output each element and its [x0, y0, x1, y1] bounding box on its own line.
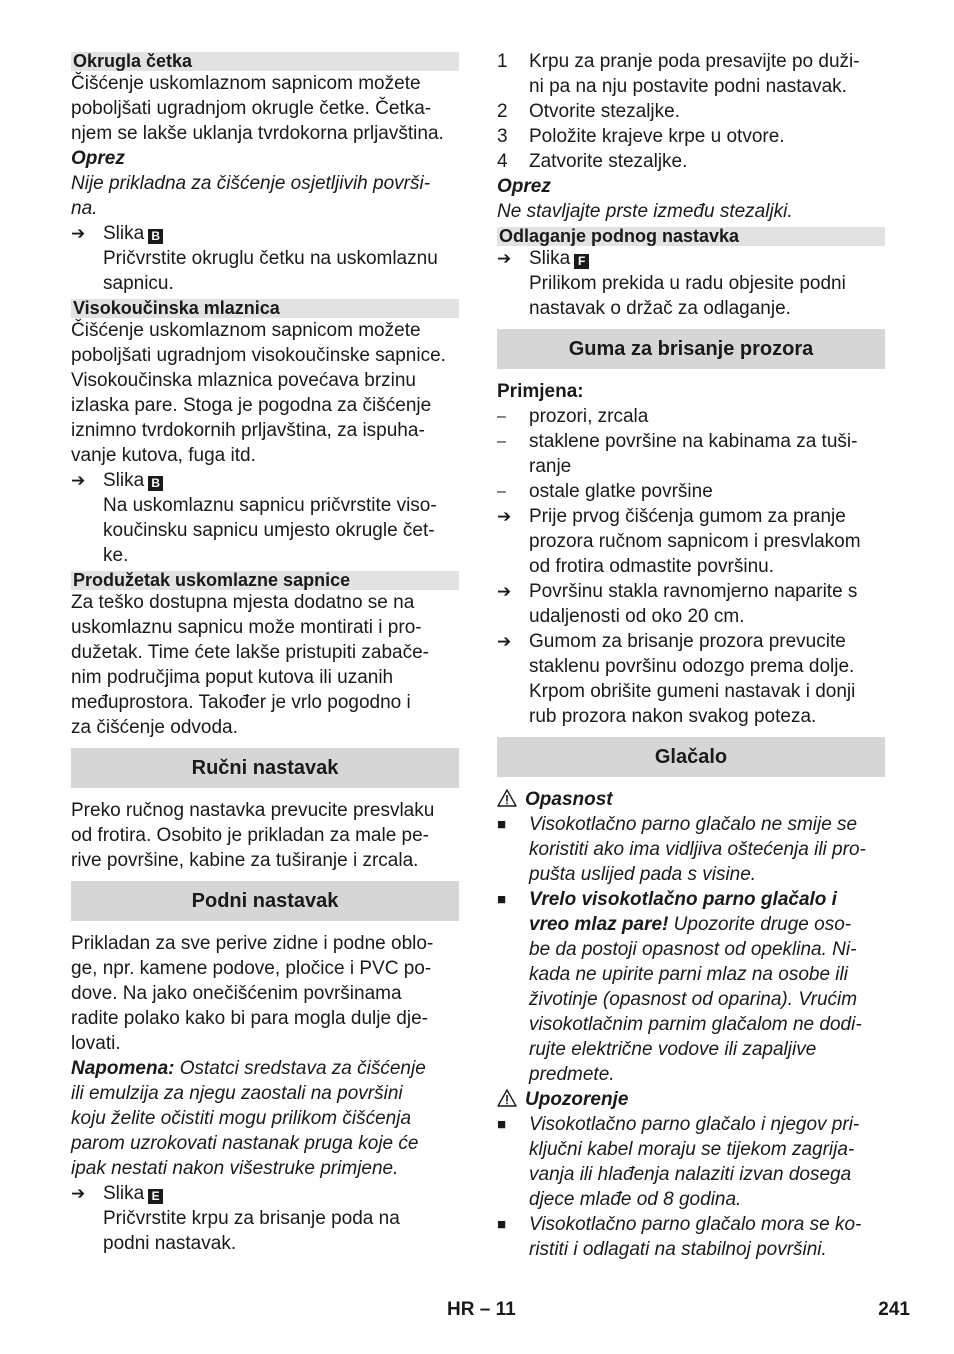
numbered-step	[497, 49, 885, 99]
produzetak-body-5: međuprostora. Također je vrlo pogodno i	[71, 692, 411, 713]
danger-2-line-3: kada ne upirite parni mlaz na osobe ili	[529, 964, 848, 985]
heading-rucni-nastavak: Ručni nastavak	[71, 748, 459, 788]
warning-2-line-2: ristiti i odlagati na stabilnoj površini.	[529, 1239, 827, 1260]
guma-step-2-line-2: udaljenosti od oko 20 cm.	[529, 606, 745, 627]
page-number: 241	[878, 1299, 910, 1320]
heading-visokoucinska: Visokoučinska mlaznica	[71, 299, 459, 318]
fig-label: Slika	[103, 470, 145, 491]
danger-2-line-5: visokotlačnim parnim glačalom ne dodi-	[529, 1014, 862, 1035]
podni-step-1: Pričvrstite krpu za brisanje poda na	[103, 1208, 400, 1229]
rucni-body-1: Preko ručnog nastavka prevucite presvlaku	[71, 800, 435, 821]
figure-letter-badge: F	[574, 254, 589, 269]
odlaganje-step-1: Prilikom prekida u radu objesite podni	[529, 273, 846, 294]
visoko-body-6: vanje kutova, fuga itd.	[71, 445, 256, 466]
warning-2-line-1: Visokotlačno parno glačalo mora se ko-	[529, 1214, 862, 1235]
danger-2-line-7: predmete.	[529, 1064, 615, 1085]
warning-triangle-icon	[497, 1089, 517, 1107]
danger-2-line-4: životinje (opasnost od oparina). Vrućim	[529, 989, 858, 1010]
odlaganje-fig-ref	[497, 246, 885, 271]
podni-note-4: parom uzrokovati nastanak pruga koje će	[71, 1133, 419, 1154]
use-item-1: prozori, zrcala	[529, 406, 649, 427]
produzetak-body-2: uskomlaznu sapnicu može montirati i pro-	[71, 617, 422, 638]
oprez-body: Ne stavljajte prste između stezaljki.	[497, 201, 793, 222]
visoko-step-1: Na uskomlaznu sapnicu pričvrstite viso-	[103, 495, 437, 516]
step-4-line-1: Zatvorite stezaljke.	[529, 151, 688, 172]
guma-step-3-line-1: Gumom za brisanje prozora prevucite	[529, 631, 846, 652]
arrow-right-icon: ➔	[497, 507, 512, 526]
guma-step-3-line-3: Krpom obrišite gumeni nastavak i donji	[529, 681, 856, 702]
dash-bullet-icon: –	[497, 483, 506, 500]
okrugla-caution-title: Oprez	[71, 148, 125, 169]
visoko-body-1: Čišćenje uskomlaznom sapnicom možete	[71, 320, 421, 341]
warning-title: Upozorenje	[525, 1089, 629, 1110]
okrugla-fig-ref	[71, 221, 459, 246]
guma-step	[497, 579, 885, 629]
danger-2-line-1: Upozorite druge oso-	[668, 914, 852, 935]
podni-body-3: dove. Na jako onečišćenim površinama	[71, 983, 402, 1004]
figure-letter-badge: B	[148, 229, 163, 244]
visoko-body-3: Visokoučinska mlaznica povećava brzinu	[71, 370, 416, 391]
use-item	[497, 429, 885, 479]
podni-note-1	[71, 1056, 459, 1081]
okrugla-step	[71, 246, 459, 296]
guma-step	[497, 504, 885, 579]
guma-step-1-line-1: Prije prvog čišćenja gumom za pranje	[529, 506, 846, 527]
visoko-body-4: izlaska pare. Stoga je pogodna za čišćenje	[71, 395, 432, 416]
arrow-right-icon: ➔	[71, 471, 86, 490]
step-1-line-1: Krpu za pranje poda presavijte po duži-	[529, 51, 860, 72]
warning-1-line-3: vanja ili hlađenja nalaziti izvan dosega	[529, 1164, 852, 1185]
produzetak-body-1: Za teško dostupna mjesta dodatno se na	[71, 592, 415, 613]
danger-title: Opasnost	[525, 789, 613, 810]
okrugla-body-1: Čišćenje uskomlaznom sapnicom možete	[71, 73, 421, 94]
produzetak-body-3: dužetak. Time ćete lakše pristupiti zabače-	[71, 642, 430, 663]
step-number: 2	[497, 101, 508, 122]
arrow-right-icon: ➔	[71, 224, 86, 243]
podni-note-5: ipak nestati nakon višestruke primjene.	[71, 1158, 399, 1179]
rucni-body-2: od frotira. Osobito je prikladan za male pe-	[71, 825, 430, 846]
use-item-2-line-1: staklene površine na kabinama za tuši-	[529, 431, 858, 452]
okrugla-step-2: sapnicu.	[103, 273, 174, 294]
right-column	[497, 49, 885, 1262]
square-bullet-icon: ■	[497, 816, 507, 833]
podni-note-2: ili emulzija za njegu zaostali na površini	[71, 1083, 403, 1104]
use-item-2-line-2: ranje	[529, 456, 572, 477]
podni-body-5: lovati.	[71, 1033, 121, 1054]
dash-bullet-icon: –	[497, 433, 506, 450]
fig-label: Slika	[103, 1183, 145, 1204]
figure-letter-badge: E	[148, 1189, 163, 1204]
rucni-body-3: rive površine, kabine za tuširanje i zrcala.	[71, 850, 419, 871]
okrugla-body-2: poboljšati ugradnjom okrugle četke. Četka-	[71, 98, 432, 119]
podni-body-1: Prikladan za sve perive zidne i podne oblo-	[71, 933, 434, 954]
podni-fig-ref	[71, 1181, 459, 1206]
step-number: 1	[497, 51, 508, 72]
arrow-right-icon: ➔	[497, 632, 512, 651]
danger-2-line-6: rujte električne vodove ili zapaljive	[529, 1039, 817, 1060]
step-number: 4	[497, 151, 508, 172]
danger-title-row	[497, 787, 885, 812]
okrugla-step-1: Pričvrstite okruglu četku na uskomlaznu	[103, 248, 438, 269]
step-2-line-1: Otvorite stezaljke.	[529, 101, 680, 122]
danger-2-line-2: be da postoji opasnost od opeklina. Ni-	[529, 939, 857, 960]
use-item	[497, 479, 885, 504]
arrow-right-icon: ➔	[71, 1184, 86, 1203]
produzetak-body-4: nim područjima poput kutova ili uzanih	[71, 667, 394, 688]
square-bullet-icon: ■	[497, 1116, 507, 1133]
heading-produzetak: Produžetak uskomlazne sapnice	[71, 571, 459, 590]
heading-guma: Guma za brisanje prozora	[497, 329, 885, 369]
odlaganje-step	[497, 271, 885, 321]
danger-1-line-3: pušta uslijed pada s visine.	[529, 864, 757, 885]
footer-section: HR – 11	[447, 1299, 516, 1320]
warning-item	[497, 1112, 885, 1212]
danger-item	[497, 812, 885, 887]
guma-step-1-line-2: prozora ručnom sapnicom i presvlakom	[529, 531, 861, 552]
use-item	[497, 404, 885, 429]
visoko-body-5: iznimno tvrdokornih prljavština, za ispuha-	[71, 420, 425, 441]
warning-1-line-4: djece mlađe od 8 godina.	[529, 1189, 742, 1210]
step-number: 3	[497, 126, 508, 147]
visoko-fig-ref	[71, 468, 459, 493]
numbered-step	[497, 149, 885, 174]
oprez-title: Oprez	[497, 176, 551, 197]
heading-glacalo: Glačalo	[497, 737, 885, 777]
danger-2-bold-2: vreo mlaz pare!	[529, 914, 669, 935]
fig-label: Slika	[103, 223, 145, 244]
note-label: Napomena:	[71, 1058, 175, 1079]
visoko-step-3: ke.	[103, 545, 129, 566]
podni-body-4: radite polako kako bi para mogla dulje dje-	[71, 1008, 428, 1029]
fig-label: Slika	[529, 248, 571, 269]
dash-bullet-icon: –	[497, 408, 506, 425]
warning-1-line-1: Visokotlačno parno glačalo i njegov pri-	[529, 1114, 860, 1135]
arrow-right-icon: ➔	[497, 249, 512, 268]
figure-letter-badge: B	[148, 476, 163, 491]
numbered-step	[497, 124, 885, 149]
warning-title-row	[497, 1087, 885, 1112]
okrugla-caution-1: Nije prikladna za čišćenje osjetljivih površi-	[71, 173, 431, 194]
visoko-step	[71, 493, 459, 568]
warning-triangle-icon	[497, 789, 517, 807]
guma-step-1-line-3: od frotira odmastite površinu.	[529, 556, 775, 577]
podni-step	[71, 1206, 459, 1256]
okrugla-caution-2: na.	[71, 198, 98, 219]
use-label: Primjena:	[497, 381, 584, 402]
podni-body-2: ge, npr. kamene podove, pločice i PVC po-	[71, 958, 432, 979]
guma-step	[497, 629, 885, 729]
danger-2-bold-1: Vrelo visokotlačno parno glačalo i	[529, 889, 837, 910]
podni-note-3: koju želite očistiti mogu prilikom čišćenja	[71, 1108, 412, 1129]
use-item-3: ostale glatke površine	[529, 481, 713, 502]
odlaganje-step-2: nastavak o držač za odlaganje.	[529, 298, 791, 319]
heading-podni-nastavak: Podni nastavak	[71, 881, 459, 921]
guma-step-2-line-1: Površinu stakla ravnomjerno naparite s	[529, 581, 858, 602]
guma-step-3-line-4: rub prozora nakon svakog poteza.	[529, 706, 817, 727]
danger-1-line-1: Visokotlačno parno glačalo ne smije se	[529, 814, 858, 835]
produzetak-body-6: za čišćenje odvoda.	[71, 717, 238, 738]
left-column	[71, 49, 459, 1256]
visoko-step-2: koučinsku sapnicu umjesto okrugle čet-	[103, 520, 435, 541]
heading-odlaganje: Odlaganje podnog nastavka	[497, 227, 885, 246]
visoko-body-2: poboljšati ugradnjom visokoučinske sapnice.	[71, 345, 446, 366]
note-text-1: Ostatci sredstava za čišćenje	[174, 1058, 426, 1079]
warning-1-line-2: ključni kabel moraju se tijekom zagrija-	[529, 1139, 855, 1160]
square-bullet-icon: ■	[497, 1216, 507, 1233]
heading-okrugla-cetka: Okrugla četka	[71, 52, 459, 71]
podni-step-2: podni nastavak.	[103, 1233, 237, 1254]
danger-1-line-2: koristiti ako ima vidljiva oštećenja ili pro-	[529, 839, 866, 860]
danger-item	[497, 887, 885, 1087]
warning-item	[497, 1212, 885, 1262]
guma-step-3-line-2: staklenu površinu odozgo prema dolje.	[529, 656, 855, 677]
step-1-line-2: ni pa na nju postavite podni nastavak.	[529, 76, 847, 97]
okrugla-body-3: njem se lakše uklanja tvrdokorna prljavština.	[71, 123, 444, 144]
step-3-line-1: Položite krajeve krpe u otvore.	[529, 126, 785, 147]
numbered-step	[497, 99, 885, 124]
square-bullet-icon: ■	[497, 891, 507, 908]
arrow-right-icon: ➔	[497, 582, 512, 601]
